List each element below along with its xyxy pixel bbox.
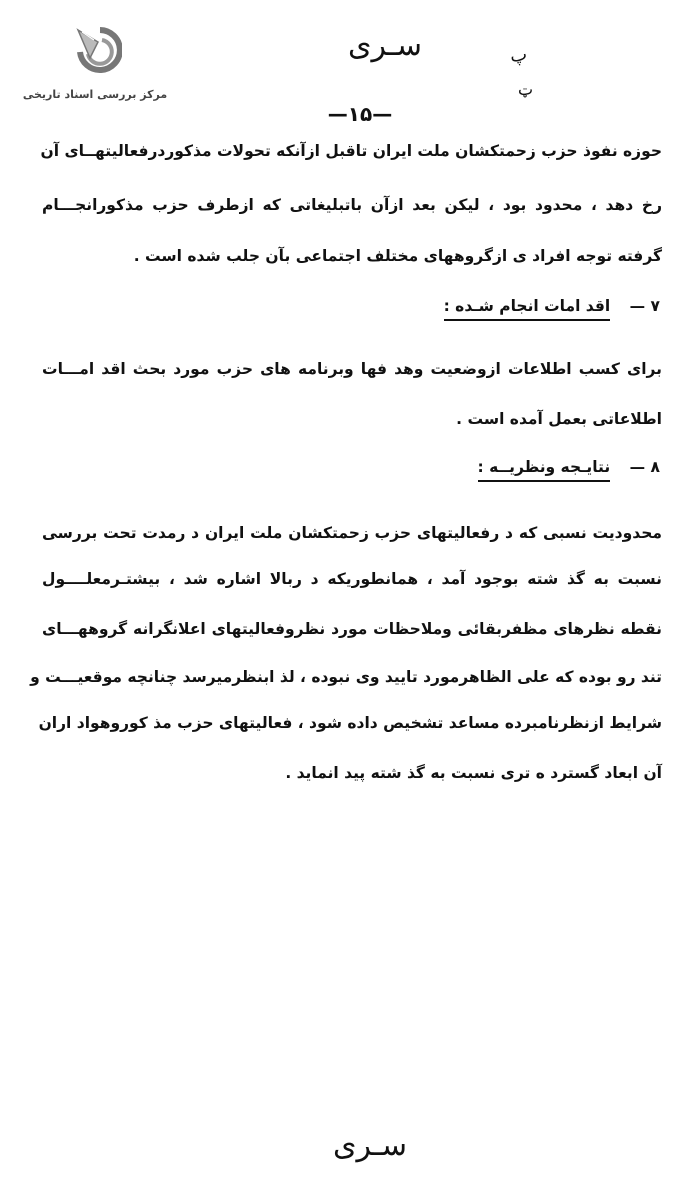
section-number: ۸ — xyxy=(629,458,660,476)
paragraph-line: تند رو بوده که علی الظاهرمورد تایید وی نبوده ، لذ ابنظرمیرسد چنانچه موقعیـــت و xyxy=(30,668,662,686)
paragraph-line: گرفته توجه افراد ی ازگروههای مختلف اجتماعی بآن جلب شده است . xyxy=(133,247,662,265)
paragraph-line: محدودیت نسبی که د رفعالیتهای حزب زحمتکشان ملت ایران د رمدت تحت بررسی xyxy=(42,524,662,542)
paragraph-line: رخ دهد ، محدود بود ، لیکن بعد ازآن باتبلیغاتی که ازطرف حزب مذکورانجـــام xyxy=(42,196,662,214)
paragraph-line: نقطه نظرهای مظفربقائی وملاحظات مورد نظروفعالیتهای اعلانگرانه گروههـــای xyxy=(42,620,662,638)
paragraph-line: اطلاعاتی بعمل آمده است . xyxy=(456,410,662,428)
paragraph-line: آن ابعاد گسترد ه تری نسبت به گذ شته پید انماید . xyxy=(285,764,662,782)
classification-stamp-top: سـری xyxy=(348,28,422,63)
section-title: اقد امات انجام شـده : xyxy=(444,297,611,321)
section-number: ۷ — xyxy=(629,297,660,315)
paragraph-line: برای کسب اطلاعات ازوضعیت وهد فها وبرنامه های حزب مورد بحث اقد امـــات xyxy=(42,360,662,378)
page-number: —۱۵— xyxy=(327,102,393,126)
section-heading-7 xyxy=(444,297,660,315)
paragraph-line: نسبت به گذ شته بوجود آمد ، همانطوریکه د ربالا اشاره شد ، بیشتـرمعلــــول xyxy=(42,570,662,588)
archive-organization-name: مرکز بررسی اسناد تاریخی xyxy=(22,88,168,101)
handwritten-mark: ټ xyxy=(518,80,534,99)
paragraph-line: شرایط ازنظرنامبرده مساعد تشخیص داده شود ، فعالیتهای حزب مذ کوروهواد اران xyxy=(38,714,662,732)
archive-logo xyxy=(20,18,170,101)
handwritten-mark: پ xyxy=(508,43,529,68)
section-title: نتایـجه ونظریــه : xyxy=(478,458,611,482)
classification-stamp-bottom: سـری xyxy=(333,1128,407,1163)
paragraph-line: حوزه نفوذ حزب زحمتکشان ملت ایران تاقبل ازآنکه تحولات مذکوردرفعالیتهــای آن xyxy=(40,142,662,160)
section-heading-8 xyxy=(478,458,660,476)
archive-emblem-icon xyxy=(72,18,122,78)
